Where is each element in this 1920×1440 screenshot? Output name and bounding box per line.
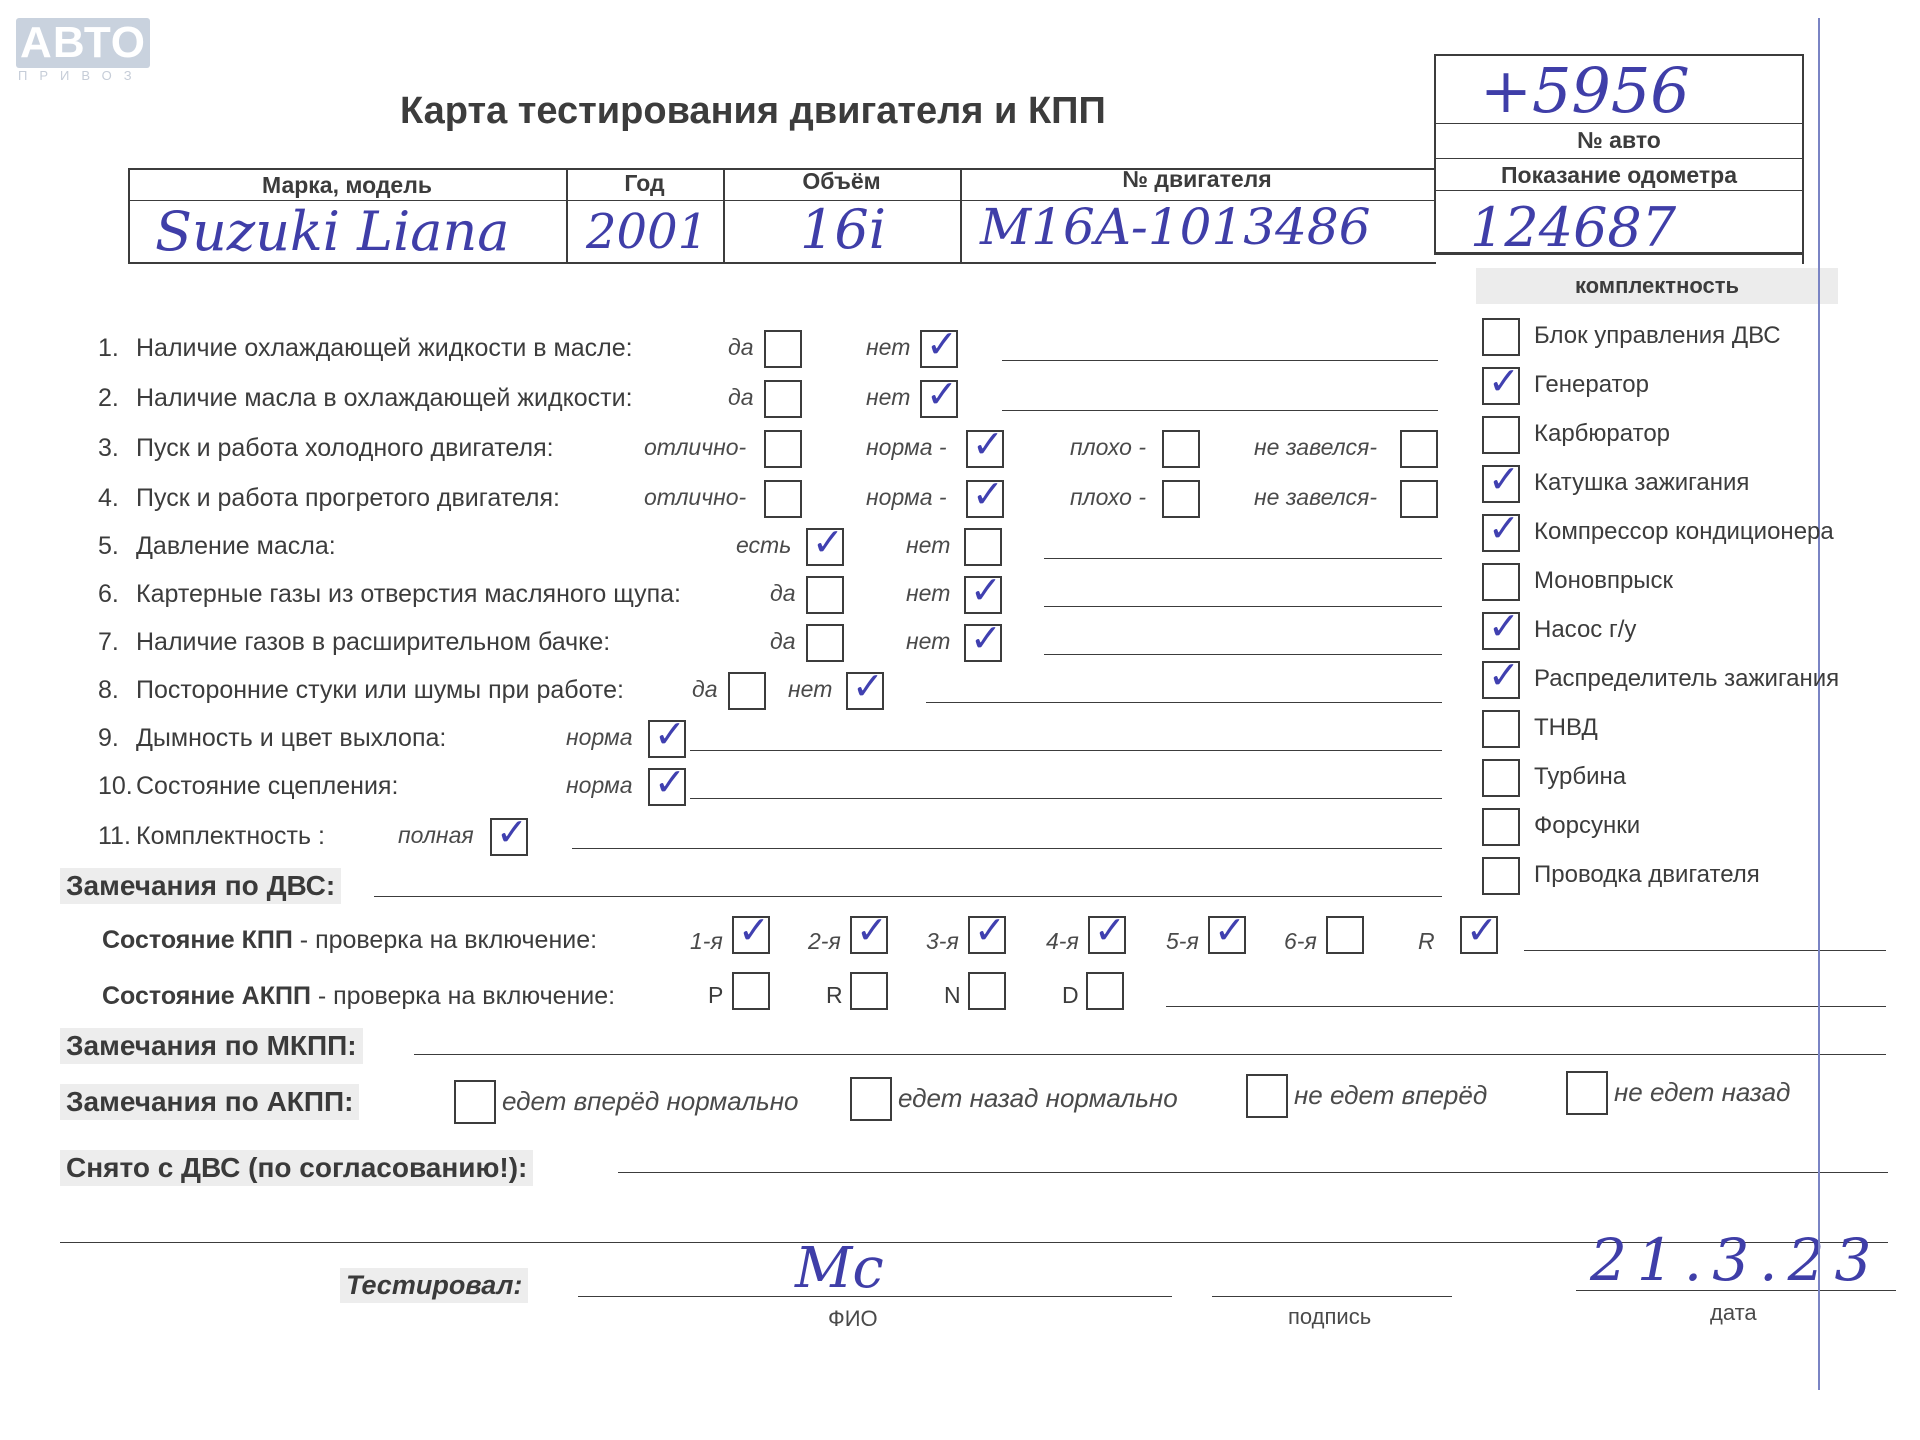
fio-caption: ФИО [828, 1306, 878, 1331]
question-text: Пуск и работа холодного двигателя: [136, 434, 554, 462]
option-checkbox[interactable] [490, 818, 528, 856]
question-number: 1. [98, 334, 119, 362]
question-text: Картерные газы из отверстия масляного щупа: [136, 580, 681, 608]
removed-label: Снято с ДВС (по согласованию!): [60, 1150, 533, 1186]
complect-item-label: Компрессор кондиционера [1534, 518, 1834, 545]
option-label: отлично- [644, 434, 747, 460]
option-checkbox[interactable] [1400, 480, 1438, 518]
question-text: Посторонние стуки или шумы при работе: [136, 676, 624, 704]
answer-line[interactable] [1044, 654, 1442, 655]
question-number: 5. [98, 532, 119, 560]
option-checkbox[interactable] [920, 380, 958, 418]
signature-line[interactable] [1212, 1296, 1452, 1297]
option-label: есть [736, 532, 792, 558]
company-logo: АВТО [16, 18, 150, 68]
question-text: Пуск и работа прогретого двигателя: [136, 484, 560, 512]
akpp-gear-label: R [826, 982, 843, 1008]
engine-number-value[interactable]: M16A-1013486 [980, 198, 1371, 256]
akpp-remark-label: едет назад нормально [898, 1083, 1178, 1113]
complect-checkbox[interactable] [1482, 416, 1520, 454]
answer-line[interactable] [926, 702, 1442, 703]
complect-item-label: Распределитель зажигания [1534, 665, 1840, 692]
option-checkbox[interactable] [764, 480, 802, 518]
margin-line [1818, 18, 1820, 1390]
akpp-gear-checkbox[interactable] [968, 972, 1006, 1010]
question-number: 11. [98, 822, 131, 850]
complect-item-label: Насос г/у [1534, 616, 1637, 643]
company-logo-subtitle: ПРИВОЗ [18, 68, 144, 83]
kpp-gear-label: 3-я [926, 928, 959, 954]
volume-value[interactable]: 16i [800, 198, 886, 261]
complect-checkbox[interactable] [1482, 857, 1520, 895]
option-checkbox[interactable] [966, 430, 1004, 468]
answer-line[interactable] [1044, 606, 1442, 607]
kpp-gear-label: 1-я [690, 928, 723, 954]
date-value[interactable]: 21.3.23 [1590, 1226, 1882, 1294]
complect-item-label: Блок управления ДВС [1534, 322, 1781, 349]
akpp-remark-label: едет вперёд нормально [502, 1086, 799, 1116]
question-number: 7. [98, 628, 119, 656]
question-text: Наличие масла в охлаждающей жидкости: [136, 384, 633, 412]
kpp-gear-checkbox[interactable] [1208, 916, 1246, 954]
odometer-value[interactable]: 124687 [1470, 196, 1677, 259]
akpp-remark-label: не едет назад [1614, 1077, 1791, 1107]
option-checkbox[interactable] [806, 528, 844, 566]
answer-line[interactable] [1044, 558, 1442, 559]
option-checkbox[interactable] [846, 672, 884, 710]
option-label: да [770, 628, 796, 654]
complect-item-label: Турбина [1534, 763, 1627, 790]
complect-item-label: Карбюратор [1534, 420, 1671, 447]
removed-line[interactable] [618, 1172, 1888, 1173]
remarks-mkpp-line[interactable] [414, 1054, 1886, 1055]
fio-value[interactable]: Мс [795, 1236, 884, 1301]
car-number-label: № авто [1577, 127, 1661, 153]
tested-label: Тестировал: [340, 1268, 528, 1303]
question-text: Наличие охлаждающей жидкости в масле: [136, 334, 633, 362]
option-label: нет [866, 384, 911, 410]
option-label: нет [866, 334, 911, 360]
kpp-gear-label: 5-я [1166, 928, 1199, 954]
date-caption: дата [1710, 1300, 1757, 1325]
akpp-remark-label: не едет вперёд [1294, 1080, 1488, 1110]
complect-item-label: Генератор [1534, 371, 1649, 398]
brand-label: Марка, модель [262, 172, 432, 198]
option-checkbox[interactable] [1162, 430, 1200, 468]
kpp-gear-checkbox[interactable] [850, 916, 888, 954]
answer-line[interactable] [572, 848, 1442, 849]
question-text: Дымность и цвет выхлопа: [136, 724, 447, 752]
option-label: норма [566, 724, 633, 750]
car-number-value[interactable]: +5956 [1480, 54, 1690, 127]
complect-checkbox[interactable] [1482, 710, 1520, 748]
option-checkbox[interactable] [1162, 480, 1200, 518]
complect-item-label: Проводка двигателя [1534, 861, 1760, 888]
option-label: нет [906, 580, 951, 606]
kpp-gear-checkbox[interactable] [732, 916, 770, 954]
option-label: нет [906, 628, 951, 654]
akpp-gear-checkbox[interactable] [850, 972, 888, 1010]
kpp-gear-checkbox[interactable] [968, 916, 1006, 954]
signature-caption: подпись [1288, 1304, 1372, 1329]
kpp-gear-label: 2-я [808, 928, 841, 954]
answer-line[interactable] [690, 750, 1442, 751]
kpp-gear-checkbox[interactable] [1460, 916, 1498, 954]
question-text: Состояние сцепления: [136, 772, 399, 800]
option-checkbox[interactable] [806, 576, 844, 614]
option-checkbox[interactable] [964, 528, 1002, 566]
option-label: нет [906, 532, 951, 558]
option-checkbox[interactable] [1400, 430, 1438, 468]
year-value[interactable]: 2001 [586, 204, 709, 260]
option-label: отлично- [644, 484, 747, 510]
option-checkbox[interactable] [764, 430, 802, 468]
option-label: да [692, 676, 718, 702]
complect-item-label: Форсунки [1534, 812, 1641, 839]
engine-number-label: № двигателя [1122, 166, 1272, 192]
akpp-label: Состояние АКПП - проверка на включение: [102, 982, 616, 1010]
akpp-gear-label: P [708, 982, 724, 1008]
option-label: плохо - [1070, 434, 1146, 460]
kpp-gear-label: 6-я [1284, 928, 1317, 954]
kpp-gear-label: R [1418, 928, 1435, 954]
akpp-remark-checkbox[interactable] [454, 1080, 496, 1124]
akpp-remark-checkbox[interactable] [1246, 1074, 1288, 1118]
question-text: Комплектность : [136, 822, 325, 850]
akpp-gear-label: N [944, 982, 961, 1008]
akpp-gear-checkbox[interactable] [1086, 972, 1124, 1010]
question-number: 3. [98, 434, 119, 462]
option-label: норма - [866, 484, 947, 510]
option-label: да [770, 580, 796, 606]
complect-checkbox[interactable] [1482, 661, 1520, 699]
option-label: да [728, 384, 754, 410]
complect-checkbox[interactable] [1482, 514, 1520, 552]
complect-item-label: Катушка зажигания [1534, 469, 1750, 496]
complect-checkbox[interactable] [1482, 465, 1520, 503]
remarks-dvs-line[interactable] [374, 896, 1442, 897]
akpp-remark-checkbox[interactable] [1566, 1071, 1608, 1115]
option-checkbox[interactable] [920, 330, 958, 368]
option-checkbox[interactable] [648, 720, 686, 758]
complect-item-label: ТНВД [1534, 714, 1598, 741]
question-number: 4. [98, 484, 119, 512]
answer-line[interactable] [1002, 410, 1438, 411]
complect-checkbox[interactable] [1482, 759, 1520, 797]
akpp-remark-checkbox[interactable] [850, 1077, 892, 1121]
complect-item-label: Моновпрыск [1534, 567, 1674, 594]
question-number: 8. [98, 676, 119, 704]
option-checkbox[interactable] [964, 576, 1002, 614]
question-text: Наличие газов в расширительном бачке: [136, 628, 611, 656]
kpp-gear-checkbox[interactable] [1088, 916, 1126, 954]
question-number: 6. [98, 580, 119, 608]
option-label: полная [398, 822, 474, 848]
answer-line[interactable] [1002, 360, 1438, 361]
option-label: норма [566, 772, 633, 798]
option-label: плохо - [1070, 484, 1146, 510]
question-number: 2. [98, 384, 119, 412]
remarks-akpp-label: Замечания по АКПП: [60, 1084, 359, 1120]
year-label: Год [624, 170, 665, 196]
akpp-gear-checkbox[interactable] [732, 972, 770, 1010]
complect-checkbox[interactable] [1482, 808, 1520, 846]
question-number: 9. [98, 724, 119, 752]
page-title: Карта тестирования двигателя и КПП [400, 90, 1106, 132]
option-checkbox[interactable] [966, 480, 1004, 518]
brand-value[interactable]: Suzuki Liana [155, 200, 510, 263]
akpp-gear-label: D [1062, 982, 1079, 1008]
kpp-gear-label: 4-я [1046, 928, 1079, 954]
question-text: Давление масла: [136, 532, 336, 560]
option-label: не завелся- [1254, 484, 1378, 510]
option-checkbox[interactable] [964, 624, 1002, 662]
remarks-dvs-label: Замечания по ДВС: [60, 868, 341, 904]
odometer-label: Показание одометра [1501, 162, 1737, 188]
option-label: нет [788, 676, 833, 702]
complect-checkbox[interactable] [1482, 563, 1520, 601]
option-label: норма - [866, 434, 947, 460]
complect-title: комплектность [1476, 268, 1838, 304]
option-label: да [728, 334, 754, 360]
option-checkbox[interactable] [764, 380, 802, 418]
option-checkbox[interactable] [648, 768, 686, 806]
complect-checkbox[interactable] [1482, 367, 1520, 405]
answer-line[interactable] [690, 798, 1442, 799]
option-checkbox[interactable] [764, 330, 802, 368]
option-label: не завелся- [1254, 434, 1378, 460]
remarks-mkpp-label: Замечания по МКПП: [60, 1028, 363, 1064]
complect-checkbox[interactable] [1482, 612, 1520, 650]
kpp-gear-checkbox[interactable] [1326, 916, 1364, 954]
volume-label: Объём [802, 168, 881, 194]
option-checkbox[interactable] [806, 624, 844, 662]
option-checkbox[interactable] [728, 672, 766, 710]
complect-checkbox[interactable] [1482, 318, 1520, 356]
question-number: 10. [98, 772, 133, 800]
kpp-label: Состояние КПП - проверка на включение: [102, 926, 598, 954]
